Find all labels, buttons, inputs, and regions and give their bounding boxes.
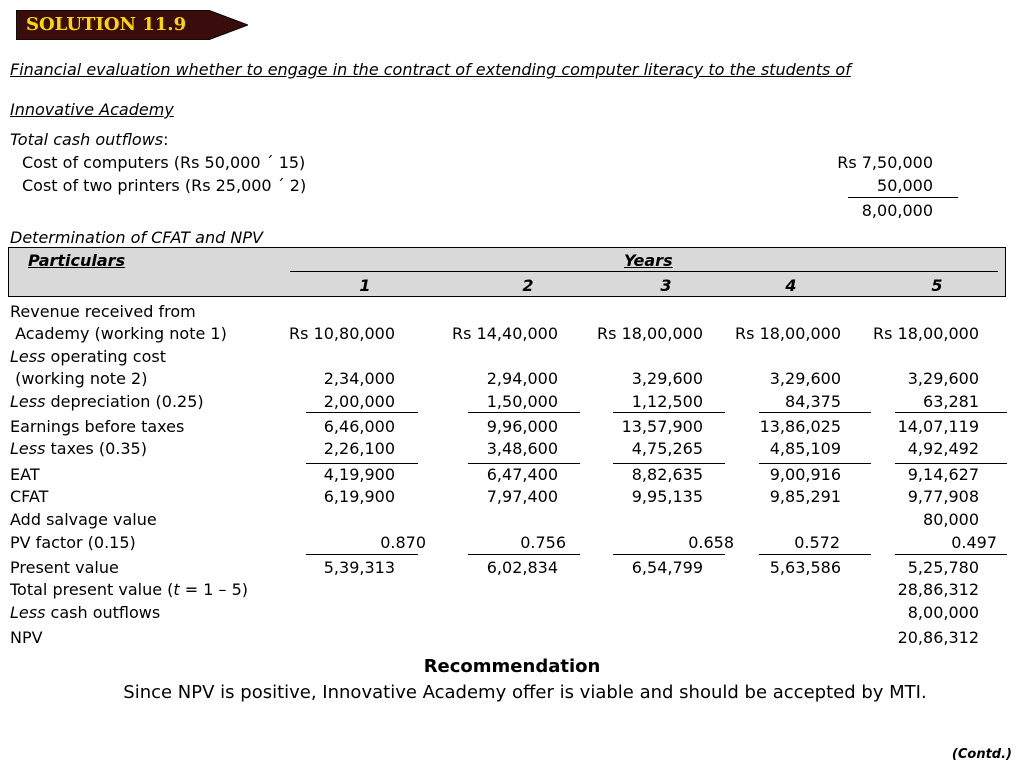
table-cell: 5,25,780 [907,558,979,577]
recommendation-title: Recommendation [423,656,601,677]
outflow-sum-rule [848,197,958,198]
table-cell: 63,281 [923,392,979,411]
subtotal-rule [759,554,871,555]
table-cell: 2,00,000 [323,392,395,411]
row-label-text: = 1 – 5) [179,580,249,599]
years-header-rule [290,271,998,272]
subtotal-rule [759,412,871,413]
table-cell: 1,50,000 [486,392,558,411]
table-cell: 7,97,400 [486,487,558,506]
table-cell: 0.497 [951,533,997,552]
subtotal-rule [895,412,1007,413]
outflow-item-label: Cost of computers (Rs 50,000 ´ 15) [22,153,306,172]
row-label-text: depreciation (0.25) [45,392,204,411]
particulars-header: Particulars [28,251,126,270]
table-cell: 80,000 [923,510,979,529]
table-cell: 4,75,265 [631,439,703,458]
subtotal-rule [895,554,1007,555]
table-cell: 0.870 [380,533,426,552]
table-cell: 3,29,600 [631,369,703,388]
year-header: 2 [522,276,534,295]
table-cell: 13,57,900 [621,417,703,436]
outflows-heading [10,130,169,150]
subtotal-rule [468,554,580,555]
row-label-text: cash outflows [45,603,161,622]
table-cell: 28,86,312 [897,580,979,599]
year-header: 3 [660,276,672,295]
table-cell: 0.658 [688,533,734,552]
row-label [10,603,160,623]
year-header: 1 [359,276,371,295]
row-label: (working note 2) [10,369,148,388]
subtotal-rule [895,463,1007,464]
subtotal-rule [306,412,418,413]
table-cell: 8,82,635 [631,465,703,484]
table-cell: 8,00,000 [907,603,979,622]
table-cell: 6,19,900 [323,487,395,506]
row-label: Add salvage value [10,510,157,529]
subtotal-rule [613,463,725,464]
table-cell: 2,94,000 [486,369,558,388]
table-cell: 6,47,400 [486,465,558,484]
outflows-colon: : [163,130,169,149]
solution-banner [16,10,248,40]
section-title: Determination of CFAT and NPV [10,228,263,247]
table-cell: 9,00,916 [769,465,841,484]
table-cell: 5,63,586 [769,558,841,577]
row-label [10,392,204,412]
heading-line-2: Innovative Academy [10,100,174,119]
row-label: Present value [10,558,119,577]
outflow-item-value: Rs 7,50,000 [837,153,933,172]
table-cell: 4,19,900 [323,465,395,484]
table-cell: 9,85,291 [769,487,841,506]
table-cell: 2,34,000 [323,369,395,388]
row-label [10,347,166,367]
table-cell: 6,02,834 [486,558,558,577]
row-label-italic: Less [10,347,46,366]
table-cell: 0.756 [520,533,566,552]
year-header: 4 [785,276,797,295]
table-cell: 84,375 [785,392,841,411]
heading-line-1: Financial evaluation whether to engage in the contract of extending computer literacy to the students of [10,60,851,79]
row-label-text: Total present value ( [10,580,174,599]
solution-title: SOLUTION 11.9 [26,14,187,35]
subtotal-rule [468,463,580,464]
table-cell: 6,46,000 [323,417,395,436]
table-cell: 5,39,313 [323,558,395,577]
row-label: Revenue received from [10,302,196,321]
table-cell: Rs 18,00,000 [735,324,841,343]
row-label: CFAT [10,487,49,506]
row-label: Earnings before taxes [10,417,185,436]
years-header: Years [624,251,673,270]
table-cell: 9,95,135 [631,487,703,506]
row-label: Academy (working note 1) [10,324,227,343]
table-header [8,247,1006,297]
table-cell: 9,96,000 [486,417,558,436]
row-label-italic: Less [10,603,46,622]
table-cell: 14,07,119 [897,417,979,436]
outflow-total: 8,00,000 [861,201,933,220]
row-label-italic: Less [10,392,46,411]
table-cell: 3,29,600 [769,369,841,388]
table-cell: Rs 14,40,000 [452,324,558,343]
outflow-item-label: Cost of two printers (Rs 25,000 ´ 2) [22,176,307,195]
year-header: 5 [931,276,943,295]
table-cell: 3,29,600 [907,369,979,388]
row-label: PV factor (0.15) [10,533,136,552]
table-cell: Rs 18,00,000 [597,324,703,343]
row-label [10,580,248,600]
subtotal-rule [759,463,871,464]
table-cell: 20,86,312 [897,628,979,647]
table-cell: 9,77,908 [907,487,979,506]
table-cell: 0.572 [794,533,840,552]
row-label-italic: Less [10,439,46,458]
subtotal-rule [613,412,725,413]
table-cell: 13,86,025 [759,417,841,436]
table-cell: Rs 10,80,000 [289,324,395,343]
row-label-text: taxes (0.35) [45,439,147,458]
table-cell: 4,92,492 [907,439,979,458]
table-cell: 4,85,109 [769,439,841,458]
subtotal-rule [613,554,725,555]
row-label: NPV [10,628,43,647]
table-cell: Rs 18,00,000 [873,324,979,343]
outflows-label: Total cash outflows [10,130,164,149]
row-label: EAT [10,465,40,484]
recommendation-text: Since NPV is positive, Innovative Academy offer is viable and should be accepted by MTI. [123,682,927,703]
subtotal-rule [468,412,580,413]
table-cell: 1,12,500 [631,392,703,411]
row-label-italic: t [173,580,180,599]
continued-note: (Contd.) [951,747,1012,762]
outflow-item-value: 50,000 [877,176,933,195]
subtotal-rule [306,554,418,555]
table-cell: 6,54,799 [631,558,703,577]
table-cell: 2,26,100 [323,439,395,458]
subtotal-rule [306,463,418,464]
row-label-text: operating cost [45,347,166,366]
table-cell: 3,48,600 [486,439,558,458]
table-cell: 9,14,627 [907,465,979,484]
row-label [10,439,147,459]
